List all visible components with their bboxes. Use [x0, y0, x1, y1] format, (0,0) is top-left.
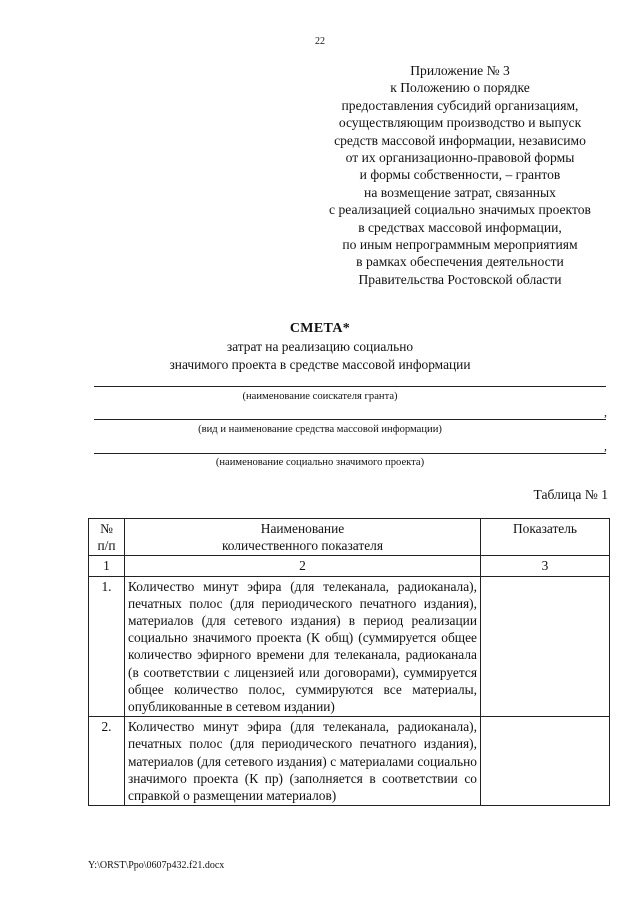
row-value-cell[interactable] — [481, 576, 610, 717]
row-text-cell: Количество минут эфира (для телеканала, радиоканала), печатных полос (для периодического печатного издания), материалов (для сетевого издания) с материалами социально значимого проекта (К пр) (заполняется в соответствии со справкой о размещении материалов) — [125, 717, 481, 806]
header-name-line-1: Наименование — [260, 521, 345, 536]
row-text-cell: Количество минут эфира (для телеканала, радиоканала), печатных полос (для периодического печатного издания), материалов (для сетевого издания) в период реализации социально значимого проекта (К общ) (суммируется общее количество эфирного времени для телеканала, радиоканала (в соответствии с лицензией или договорами), суммируется общее количество полос, суммируются все материалы, опубликованные в сетевом издании) — [125, 576, 481, 717]
table-header-row — [89, 519, 610, 556]
row-num-cell: 1. — [89, 576, 125, 717]
table-label: Таблица № 1 — [533, 487, 608, 502]
appendix-header — [310, 62, 610, 288]
appendix-line: предоставления субсидий организациям, — [341, 97, 579, 113]
table-row — [89, 717, 610, 806]
project-fill-line — [94, 453, 606, 454]
table-row — [89, 576, 610, 717]
index-cell: 2 — [125, 556, 481, 576]
appendix-line: по иным непрограммным мероприятиям — [342, 237, 578, 253]
appendix-line: осуществляющим производство и выпуск — [338, 115, 582, 131]
appendix-line: и формы собственности, – грантов — [359, 167, 561, 183]
appendix-line: от их организационно-правовой формы — [345, 150, 575, 166]
subtitle-line-2: значимого проекта в средстве массовой информации — [169, 357, 471, 372]
media-caption: (вид и наименование средства массовой информации) — [198, 424, 442, 435]
appendix-line: Правительства Ростовской области — [358, 271, 562, 287]
appendix-line: с реализацией социально значимых проектов — [329, 202, 591, 218]
appendix-line: в средствах массовой информации, — [358, 219, 562, 235]
appendix-line: средств массовой информации, независимо — [334, 132, 586, 148]
index-cell: 3 — [481, 556, 610, 576]
header-name-line-2: количественного показателя — [221, 538, 384, 554]
footer-file-path: Y:\ORST\Ppo\0607p432.f21.docx — [88, 860, 225, 871]
appendix-line: к Положению о порядке — [390, 80, 530, 96]
subtitle-line-1: затрат на реализацию социально — [226, 339, 414, 354]
media-fill-line — [94, 419, 606, 420]
applicant-fill-line — [94, 386, 606, 387]
project-comma: , — [604, 439, 607, 453]
header-name-cell — [125, 519, 481, 556]
header-num-line-1: № — [100, 521, 113, 536]
table-index-row — [89, 556, 610, 576]
row-num-cell: 2. — [89, 717, 125, 806]
header-num-line-2: п/п — [97, 538, 116, 554]
header-num-cell — [89, 519, 125, 556]
appendix-line: в рамках обеспечения деятельности — [356, 254, 564, 270]
project-caption: (наименование социально значимого проекта) — [215, 457, 425, 468]
row-value-cell[interactable] — [481, 717, 610, 806]
index-cell: 1 — [89, 556, 125, 576]
applicant-caption: (наименование соискателя гранта) — [242, 391, 398, 402]
appendix-line: на возмещение затрат, связанных — [364, 184, 556, 200]
document-title: СМЕТА* — [289, 321, 351, 336]
media-comma: , — [604, 405, 607, 419]
document-subtitle — [0, 338, 640, 374]
header-value-cell: Показатель — [481, 519, 610, 556]
indicators-table — [88, 518, 610, 806]
appendix-line: Приложение № 3 — [410, 63, 510, 78]
page-number: 22 — [315, 36, 325, 47]
